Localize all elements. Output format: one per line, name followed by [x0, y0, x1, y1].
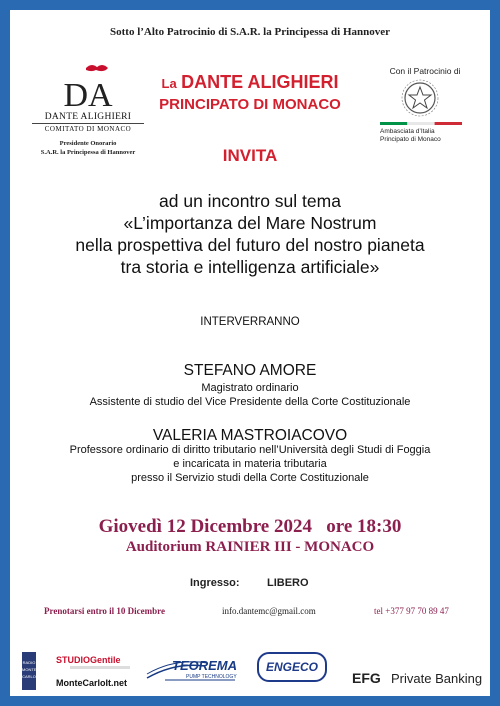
italian-flag-bar	[380, 122, 462, 125]
org-title-name: DANTE ALIGHIERI	[181, 72, 339, 92]
org-title-article: La	[161, 76, 177, 91]
speaker2-role-3: presso il Servizio studi della Corte Costituzionale	[131, 472, 369, 484]
studio-gentile-tagline	[70, 666, 130, 669]
speaker2-role: Professore ordinario di diritto tributario nell’Università degli Studi di Foggia	[69, 444, 431, 456]
topic-line-4: tra storia e intelligenza artificiale»	[120, 257, 380, 277]
efg-logo: EFG	[352, 670, 381, 686]
ingresso-label: Ingresso:	[190, 577, 240, 589]
topic-line-2: «L’importanza del Mare Nostrum	[123, 213, 377, 233]
efg-private-banking: Private Banking	[391, 671, 483, 686]
radio-monte-carlo-logo	[22, 652, 36, 690]
high-patronage-line: Sotto l’Alto Patrocinio di S.A.R. la Principessa di Hannover	[110, 26, 390, 38]
dante-alighieri-logo	[32, 62, 144, 110]
teorema-logo-sub: PUMP TECHNOLOGY	[186, 674, 237, 680]
logo-comitato: COMITATO DI MONACO	[32, 123, 144, 133]
studio-gentile-logo: STUDIOGentile	[56, 655, 121, 665]
speaker2-name: VALERIA MASTROIACOVO	[152, 427, 348, 444]
patronage-label: Con il Patrocinio di	[389, 66, 461, 76]
honorary-president-name: S.A.R. la Principessa di Hannover	[40, 149, 136, 156]
topic-line-3: nella prospettiva del futuro del nostro pianeta	[75, 235, 425, 255]
honorary-president-label: Presidente Onorario	[59, 140, 117, 147]
topic-line-1: ad un incontro sul tema	[159, 191, 341, 211]
embassy-line2: Principato di Monaco	[380, 136, 441, 143]
org-subtitle: PRINCIPATO DI MONACO	[159, 96, 341, 113]
ingresso-value: LIBERO	[267, 577, 309, 589]
radio-logo-line3: CARLO	[22, 674, 36, 679]
radio-logo-line2: MONTE	[22, 667, 37, 672]
engeco-logo-text: ENGECO	[265, 660, 318, 674]
invita-heading: INVITA	[222, 146, 278, 165]
contact-email[interactable]: info.dantemc@gmail.com	[222, 606, 316, 616]
embassy-line1: Ambasciata d’Italia	[380, 128, 435, 135]
teorema-logo-text: TEOREMA	[172, 658, 237, 673]
contact-phone: tel +377 97 70 89 47	[374, 606, 449, 616]
org-title	[140, 72, 360, 93]
da-monogram-text: DA	[63, 77, 113, 110]
speaker1-name: STEFANO AMORE	[183, 362, 317, 379]
speaker1-position: Assistente di studio del Vice Presidente della Corte Costituzionale	[89, 396, 411, 408]
event-venue: Auditorium RAINIER III - MONACO	[125, 539, 375, 555]
italian-emblem-icon	[400, 78, 440, 118]
speaker1-role: Magistrato ordinario	[201, 382, 299, 394]
montecarloit-logo: MonteCarloIt.net	[56, 678, 127, 688]
speaker2-role-2: e incaricata in materia tributaria	[173, 458, 327, 470]
logo-name: DANTE ALIGHIERI	[44, 112, 132, 122]
speakers-heading: INTERVERRANNO	[200, 316, 300, 328]
reservation-deadline: Prenotarsi entro il 10 Dicembre	[44, 606, 165, 616]
event-date-time: Giovedì 12 Dicembre 2024 ore 18:30	[98, 516, 402, 537]
radio-logo-line1: RADIO	[22, 660, 36, 665]
